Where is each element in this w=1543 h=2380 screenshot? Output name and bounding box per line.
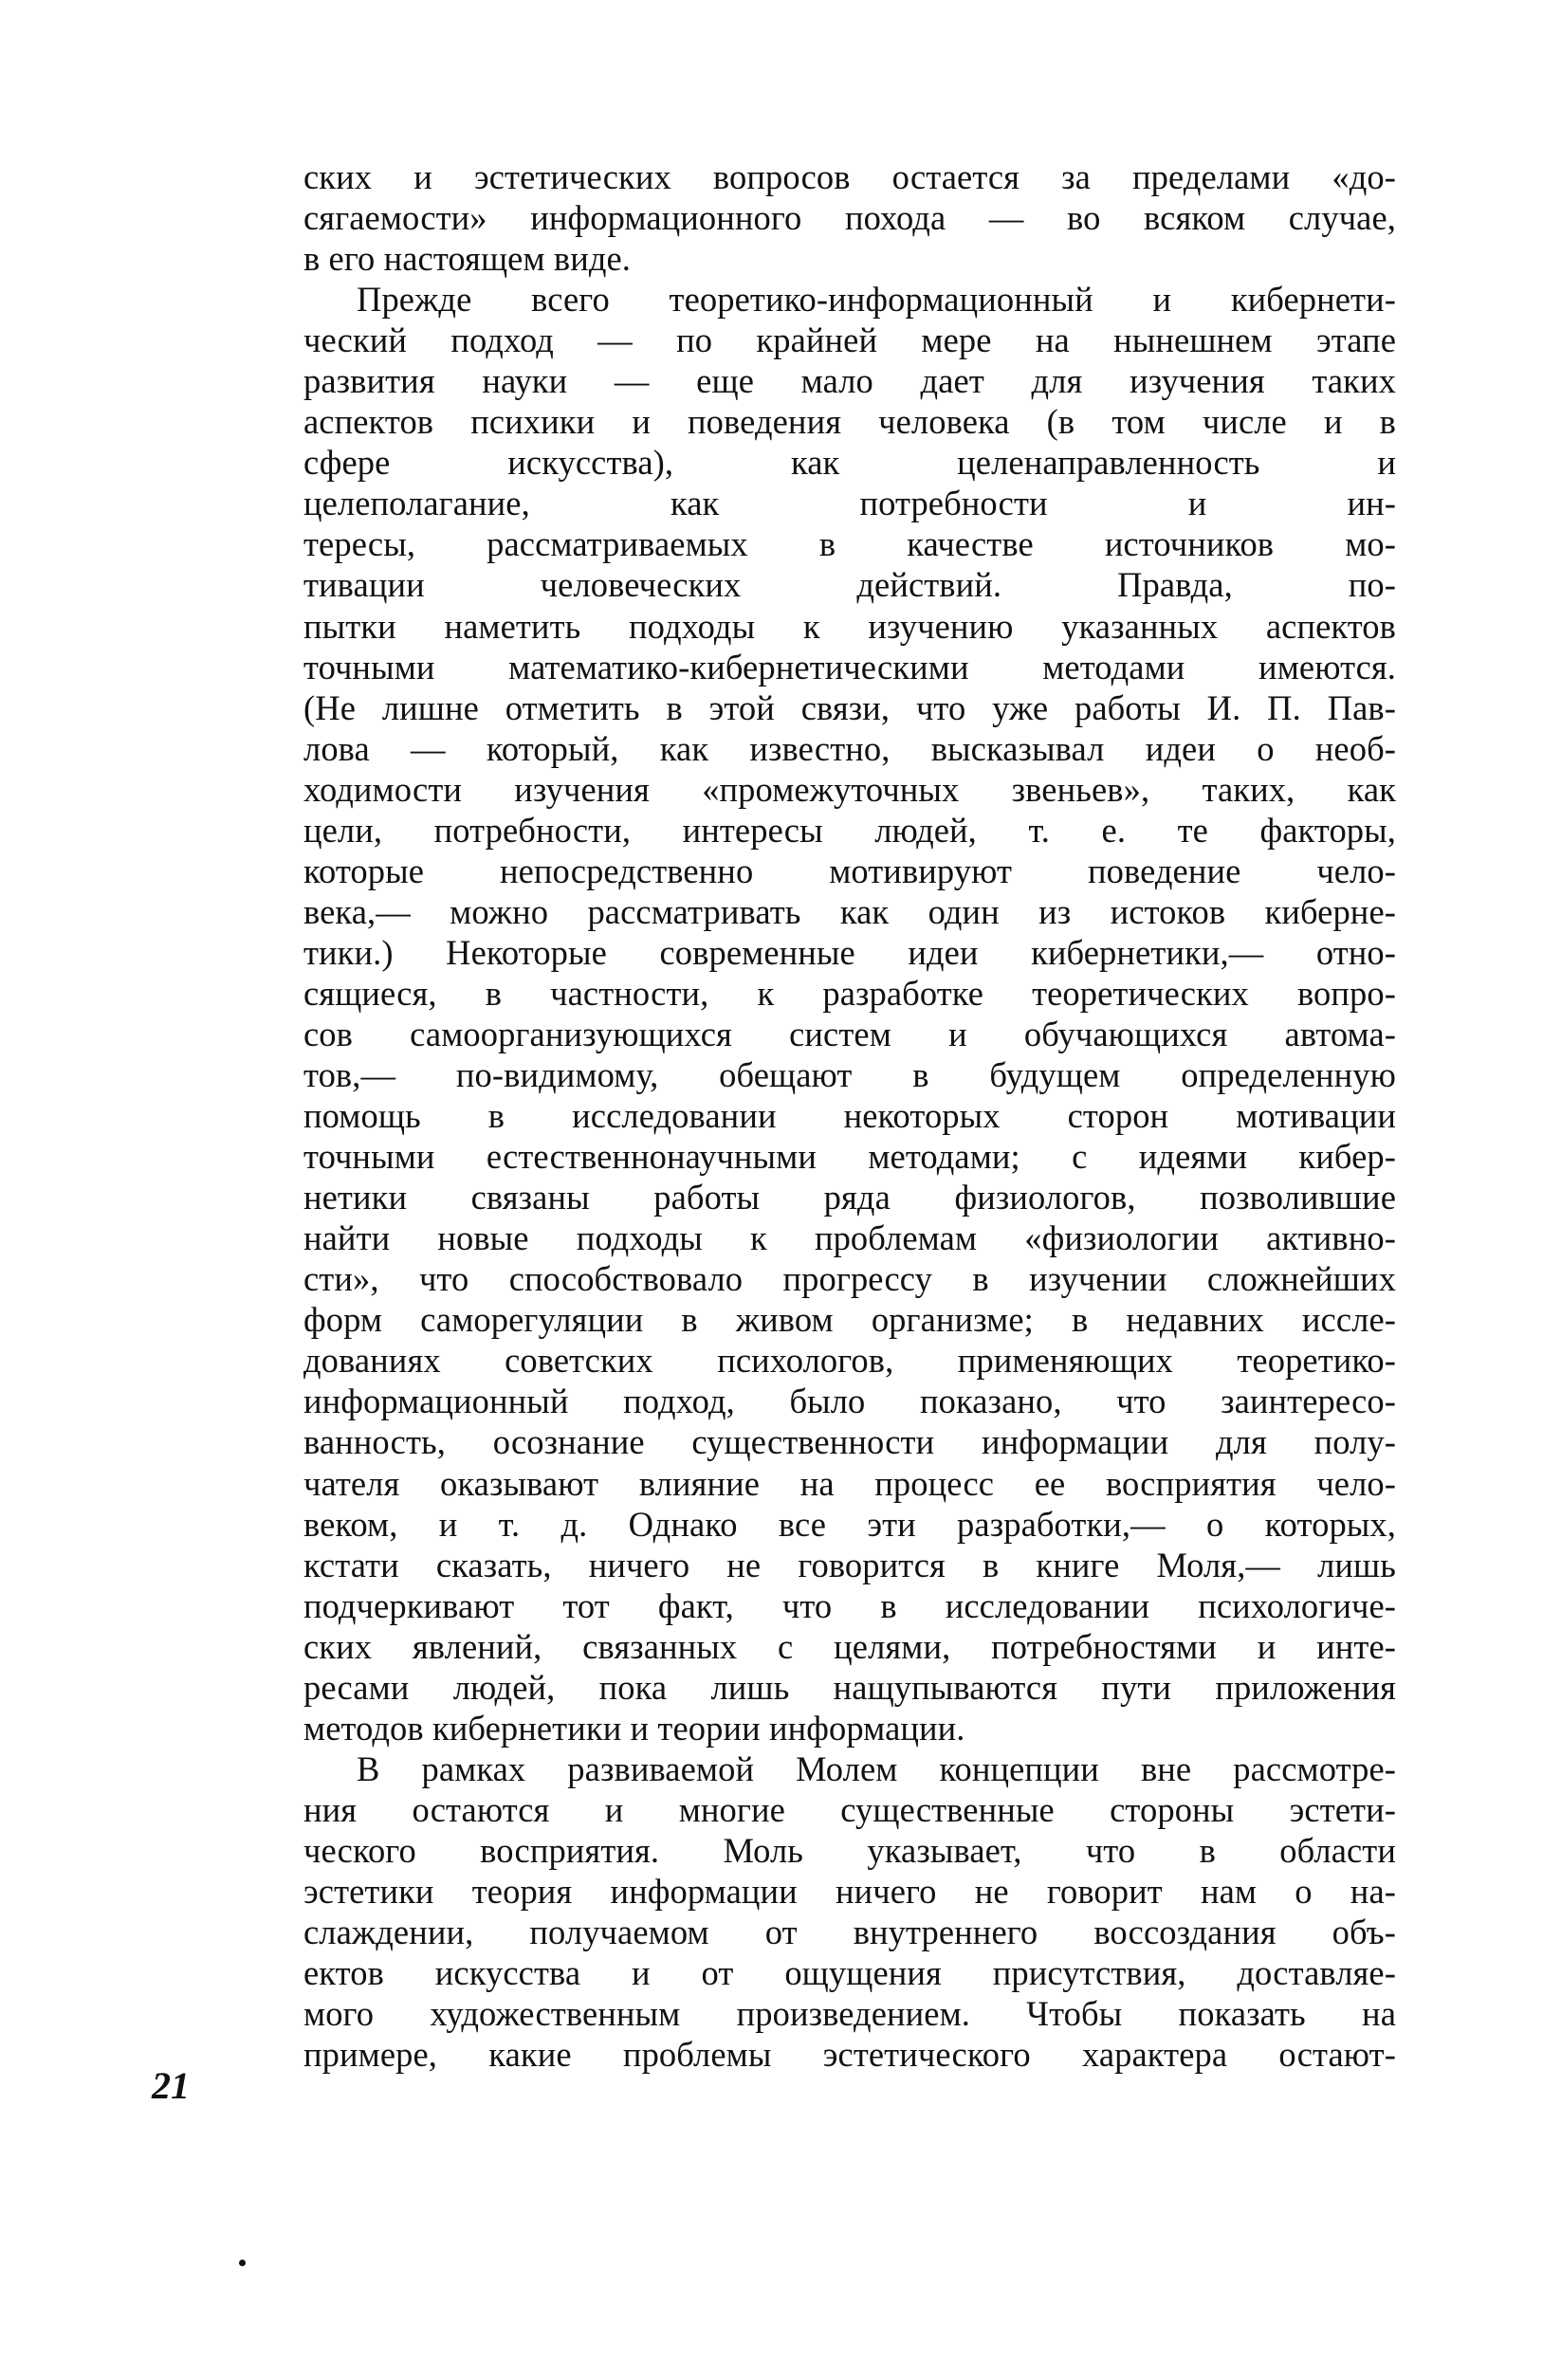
text-line: ческого восприятия. Моль указывает, что в области bbox=[303, 1830, 1396, 1870]
text-line: найти новые подходы к проблемам «физиологии активно- bbox=[303, 1218, 1396, 1258]
text-line: информационный подход, было показано, что заинтересо- bbox=[303, 1382, 1396, 1421]
text-line: тересы, рассматриваемых в качестве источников мо- bbox=[303, 524, 1396, 564]
text-line: целеполагание, как потребности и ин- bbox=[303, 484, 1396, 523]
text-line: дованиях советских психологов, применяющих теоретико- bbox=[303, 1341, 1396, 1381]
text-line: пытки наметить подходы к изучению указанных аспектов bbox=[303, 606, 1396, 646]
text-line: ских явлений, связанных с целями, потребностями и инте- bbox=[303, 1626, 1396, 1666]
text-line: помощь в исследовании некоторых сторон мотивации bbox=[303, 1096, 1396, 1136]
text-line: ходимости изучения «промежуточных звеньев», таких, как bbox=[303, 769, 1396, 809]
text-line: ских и эстетических вопросов остается за пределами «до- bbox=[303, 157, 1396, 196]
text-line: нетики связаны работы ряда физиологов, позволившие bbox=[303, 1178, 1396, 1217]
text-line: эстетики теория информации ничего не говорит нам о на- bbox=[303, 1871, 1396, 1911]
text-line: (Не лишне отметить в этой связи, что уже работы И. П. Пав- bbox=[303, 687, 1396, 727]
text-line: лова — который, как известно, высказывал идеи о необ- bbox=[303, 728, 1396, 768]
text-line: ванность, осознание существенности информации для полу- bbox=[303, 1422, 1396, 1462]
text-line: тивации человеческих действий. Правда, по- bbox=[303, 565, 1396, 605]
body-text bbox=[303, 156, 1396, 2075]
text-line: развития науки — еще мало дает для изучения таких bbox=[303, 361, 1396, 401]
text-line: слаждении, получаемом от внутреннего воссоздания объ- bbox=[303, 1913, 1396, 1952]
paragraph-first-line: В рамках развиваемой Молем концепции вне рассмотре- bbox=[357, 1748, 1396, 1788]
text-line: веком, и т. д. Однако все эти разработки,— о которых, bbox=[303, 1504, 1396, 1544]
text-line: ния остаются и многие существенные стороны эстети- bbox=[303, 1789, 1396, 1829]
text-line: аспектов психики и поведения человека (в том числе и в bbox=[303, 402, 1396, 442]
text-line: тики.) Некоторые современные идеи кибернетики,— отно- bbox=[303, 932, 1396, 972]
text-line: подчеркивают тот факт, что в исследовании психологиче- bbox=[303, 1585, 1396, 1625]
text-line: ектов искусства и от ощущения присутствия, доставляе- bbox=[303, 1953, 1396, 1993]
text-line: сов самоорганизующихся систем и обучающихся автома- bbox=[303, 1014, 1396, 1053]
text-line: ресами людей, пока лишь нащупываются пути приложения bbox=[303, 1667, 1396, 1707]
text-line: чателя оказывают влияние на процесс ее восприятия чело- bbox=[303, 1463, 1396, 1503]
text-line: которые непосредственно мотивируют поведение чело- bbox=[303, 851, 1396, 890]
text-line: ческий подход — по крайней мере на нынешнем этапе bbox=[303, 320, 1396, 360]
text-line: методов кибернетики и теории информации. bbox=[303, 1708, 965, 1748]
page-number: 21 bbox=[152, 2064, 190, 2107]
text-line: точными математико-кибернетическими методами имеются. bbox=[303, 647, 1396, 687]
text-line: кстати сказать, ничего не говорится в книге Моля,— лишь bbox=[303, 1545, 1396, 1584]
text-line: форм саморегуляции в живом организме; в недавних иссле- bbox=[303, 1300, 1396, 1340]
text-line: точными естественнонаучными методами; с идеями кибер- bbox=[303, 1137, 1396, 1177]
text-line: цели, потребности, интересы людей, т. е. те факторы, bbox=[303, 810, 1396, 850]
text-line: примере, какие проблемы эстетического характера остают- bbox=[303, 2035, 1396, 2075]
scan-speck bbox=[239, 2260, 246, 2266]
text-line: мого художественным произведением. Чтобы показать на bbox=[303, 1994, 1396, 2034]
text-line: тов,— по-видимому, обещают в будущем определенную bbox=[303, 1055, 1396, 1095]
text-line: в его настоящем виде. bbox=[303, 239, 632, 279]
text-line: сти», что способствовало прогрессу в изучении сложнейших bbox=[303, 1259, 1396, 1299]
text-line: века,— можно рассматривать как один из истоков киберне- bbox=[303, 891, 1396, 931]
text-line: сящиеся, в частности, к разработке теоретических вопро- bbox=[303, 973, 1396, 1013]
text-line: сягаемости» информационного похода — во всяком случае, bbox=[303, 198, 1396, 238]
text-line: сфере искусства), как целенаправленность и bbox=[303, 443, 1396, 483]
paragraph-first-line: Прежде всего теоретико-информационный и кибернети- bbox=[357, 280, 1396, 320]
